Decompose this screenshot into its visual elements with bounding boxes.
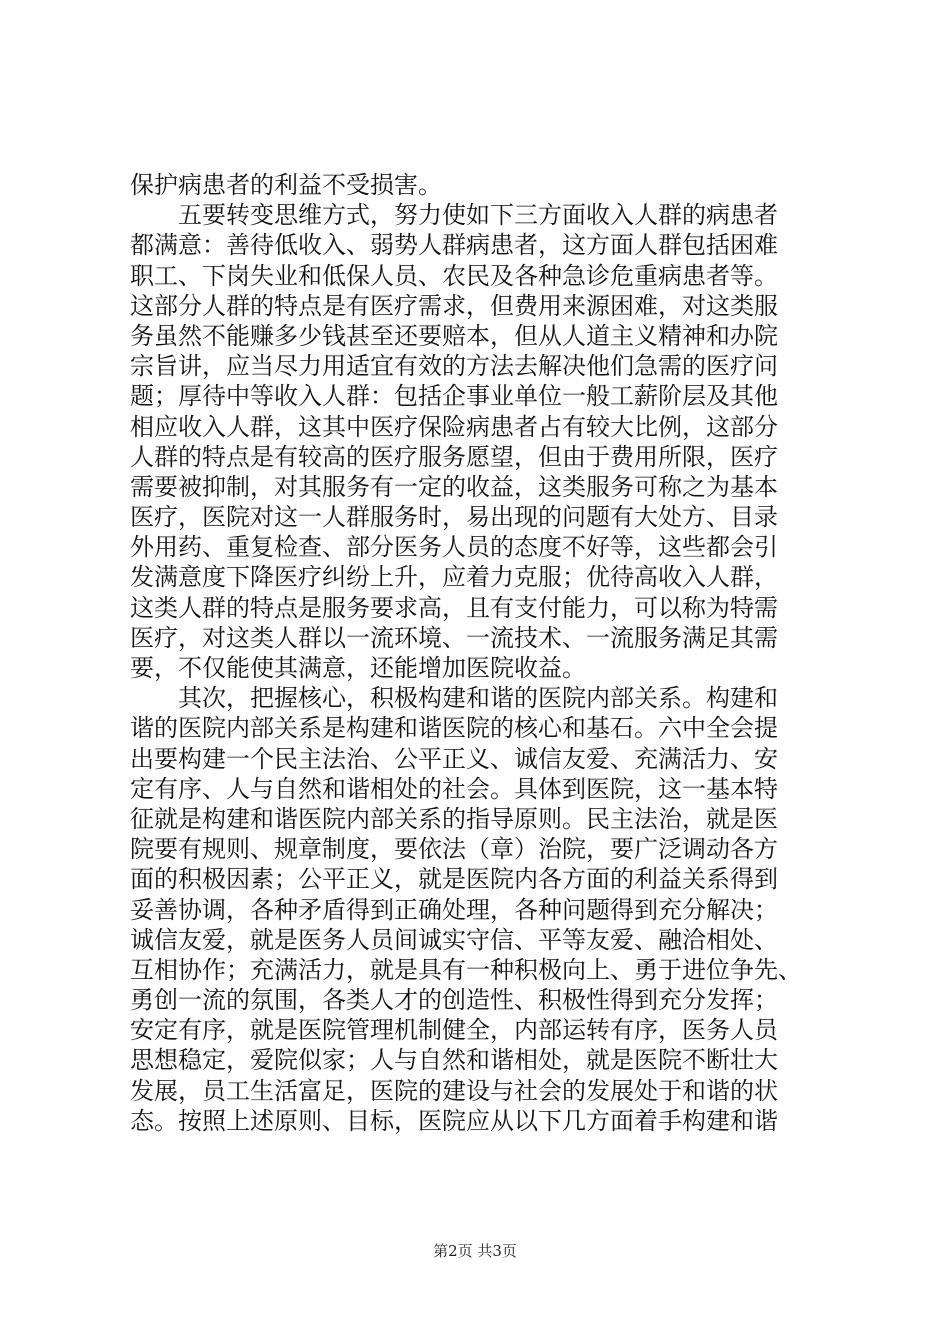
text-line: 诚信友爱，就是医务人员间诚实守信、平等友爱、融洽相处、 <box>130 925 778 954</box>
text-line: 要，不仅能使其满意，还能增加医院收益。 <box>130 654 586 682</box>
text-line: 保护病患者的利益不受损害。 <box>130 171 442 199</box>
text-line: 出要构建一个民主法治、公平正义、诚信友爱、充满活力、安 <box>130 744 778 773</box>
text-line: 医疗，医院对这一人群服务时，易出现的问题有大处方、目录 <box>130 503 778 532</box>
text-line: 谐的医院内部关系是构建和谐医院的核心和基石。六中全会提 <box>130 714 778 743</box>
text-line: 发满意度下降医疗纠纷上升，应着力克服；优待高收入人群， <box>130 563 778 592</box>
text-line: 定有序、人与自然和谐相处的社会。具体到医院，这一基本特 <box>130 774 778 803</box>
text-line: 面的积极因素；公平正义，就是医院内各方面的利益关系得到 <box>130 865 778 894</box>
text-line: 需要被抑制，对其服务有一定的收益，这类服务可称之为基本 <box>130 472 778 501</box>
text-line: 征就是构建和谐医院内部关系的指导原则。民主法治，就是医 <box>130 804 778 833</box>
text-line: 都满意：善待低收入、弱势人群病患者，这方面人群包括困难 <box>130 231 778 260</box>
text-line: 外用药、重复检查、部分医务人员的态度不好等，这些都会引 <box>130 533 778 562</box>
text-line: 这部分人群的特点是有医疗需求，但费用来源困难，对这类服 <box>130 291 778 320</box>
text-line: 态。按照上述原则、目标，医院应从以下几方面着手构建和谐 <box>130 1106 778 1135</box>
text-line: 思想稳定，爱院似家；人与自然和谐相处，就是医院不断壮大 <box>130 1046 778 1075</box>
text-line: 人群的特点是有较高的医疗服务愿望，但由于费用所限，医疗 <box>130 442 778 471</box>
text-line: 职工、下岗失业和低保人员、农民及各种急诊危重病患者等。 <box>130 261 778 290</box>
text-line: 医疗，对这类人群以一流环境、一流技术、一流服务满足其需 <box>130 623 778 652</box>
text-line: 题；厚待中等收入人群：包括企事业单位一般工薪阶层及其他 <box>130 382 778 411</box>
text-line: 安定有序，就是医院管理机制健全，内部运转有序，医务人员 <box>130 1016 778 1045</box>
text-line: 互相协作；充满活力，就是具有一种积极向上、勇于进位争先、 <box>130 955 802 984</box>
text-line: 其次，把握核心，积极构建和谐的医院内部关系。构建和 <box>130 684 778 713</box>
page-number-footer: 第2页 共3页 <box>433 1242 517 1260</box>
text-line: 发展，员工生活富足，医院的建设与社会的发展处于和谐的状 <box>130 1076 778 1105</box>
body-text <box>130 170 830 1136</box>
text-line: 这类人群的特点是服务要求高，且有支付能力，可以称为特需 <box>130 593 778 622</box>
text-line: 妥善协调，各种矛盾得到正确处理，各种问题得到充分解决； <box>130 895 778 924</box>
text-line: 相应收入人群，这其中医疗保险病患者占有较大比例，这部分 <box>130 412 778 441</box>
text-line: 五要转变思维方式，努力使如下三方面收入人群的病患者 <box>130 201 778 230</box>
text-line: 勇创一流的氛围，各类人才的创造性、积极性得到充分发挥； <box>130 986 778 1015</box>
text-line: 宗旨讲，应当尽力用适宜有效的方法去解决他们急需的医疗问 <box>130 352 778 381</box>
text-line: 务虽然不能赚多少钱甚至还要赔本，但从人道主义精神和办院 <box>130 321 778 350</box>
text-line: 院要有规则、规章制度，要依法（章）治院，要广泛调动各方 <box>130 835 778 864</box>
